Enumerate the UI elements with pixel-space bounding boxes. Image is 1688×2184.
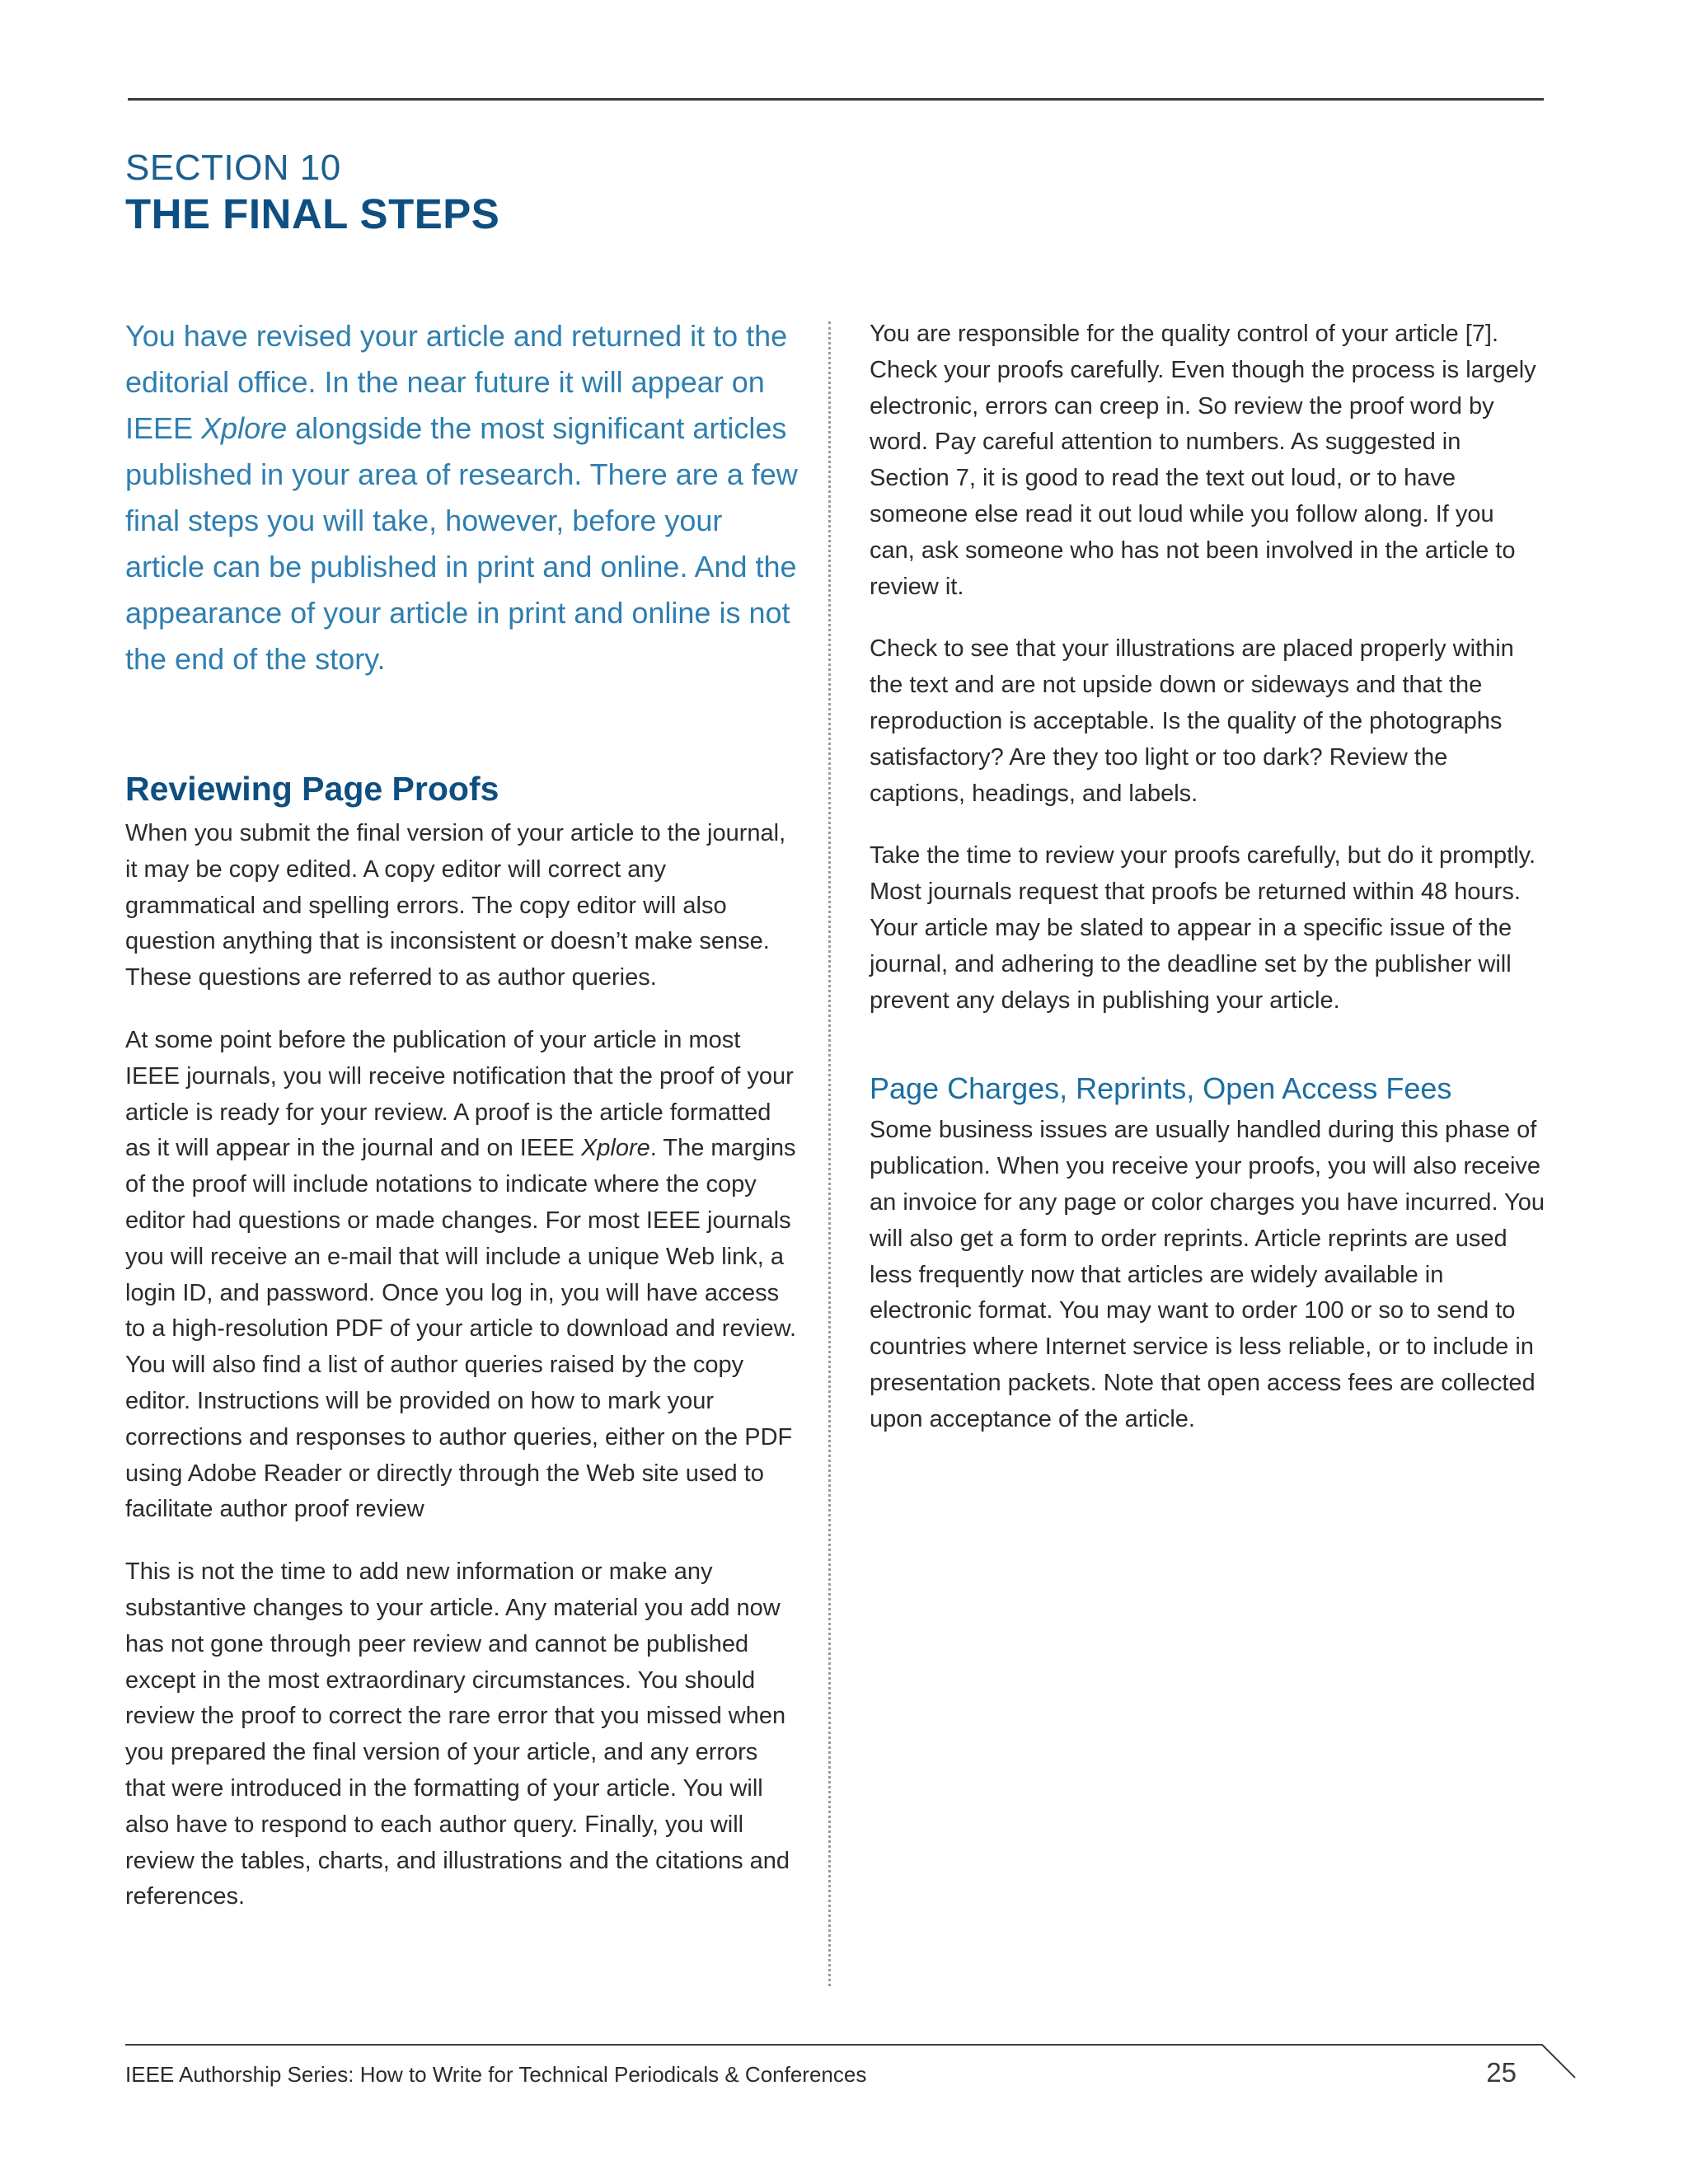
reviewing-p2-xplore: Xplore — [580, 1135, 650, 1162]
top-rule — [128, 98, 1544, 101]
reviewing-p2-text-1: At some point before the publication of your article in most IEEE journals, you will receive notification that the proof of your article is ready for your review. A proof is the article formatted as it will appear in the journal and on IEEE — [125, 1026, 794, 1162]
intro-xplore: Xplore — [201, 411, 288, 445]
section-header — [125, 147, 950, 239]
right-column — [870, 316, 1545, 1438]
section-title: THE FINAL STEPS — [125, 190, 500, 237]
right-paragraph-2: Check to see that your illustrations are placed properly within the text and are not upside down or sideways and that the reproduction is acceptable. Is the quality of the photographs satisfactory? Are they too light or too dark? Review the captions, headings, and labels. — [870, 635, 1514, 807]
left-column — [125, 313, 801, 1915]
section-label: SECTION 10 — [125, 148, 341, 188]
footer-series-title: IEEE Authorship Series: How to Write for Technical Periodicals & Conferences — [125, 2062, 867, 2087]
reviewing-paragraph-1: When you submit the final version of your article to the journal, it may be copy edited. A copy editor will correct any grammatical and spelling errors. The copy editor will also question anything that is inconsistent or doesn’t make sense. These questions are referred to as author queries. — [125, 820, 786, 991]
right-paragraph-1: You are responsible for the quality control of your article [7]. Check your proofs carefully. Even though the process is largely electronic, errors can creep in. So review the proof word by word. Pay careful attention to numbers. As suggested in Section 7, it is good to read the text out loud, or to have someone else read it out loud while you follow along. If you can, ask someone who has not been involved in the article to review it. — [870, 321, 1536, 600]
page-number: 25 — [1486, 2057, 1517, 2088]
intro-paragraph — [125, 313, 801, 682]
right-paragraph-3: Take the time to review your proofs carefully, but do it promptly. Most journals request that proofs be returned within 48 hours. Your article may be slated to appear in a specific issue of the journal, and adhering to the deadline set by the publisher will prevent any delays in publishing your article. — [870, 842, 1536, 1014]
intro-text-2: alongside the most significant articles published in your area of research. There are a few final steps you will take, however, before your article can be published in print and online. And the appearance of your article in print and online is not the end of the story. — [125, 411, 798, 676]
charges-heading: Page Charges, Reprints, Open Access Fees — [870, 1071, 1452, 1106]
column-divider — [828, 321, 831, 1986]
reviewing-heading: Reviewing Page Proofs — [125, 770, 499, 808]
intro-text-1: You have revised your article and returned it to the editorial office. In the near future it will appear on IEEE — [125, 319, 788, 445]
reviewing-paragraph-2 — [125, 1023, 801, 1528]
charges-paragraph: Some business issues are usually handled during this phase of publication. When you receive your proofs, you will also receive an invoice for any page or color charges you have incurred. You will also get a form to order reprints. Article reprints are used less frequently now that articles are widely available in electronic format. You may want to order 100 or so to send to countries where Internet service is less reliable, or to include in presentation packets. Note that open access fees are collected upon acceptance of the article. — [870, 1117, 1545, 1432]
footer-rule — [125, 2044, 1535, 2046]
reviewing-paragraph-3: This is not the time to add new information or make any substantive changes to your article. Any material you add now has not gone through peer review and cannot be published except in the most extraordinary circumstances. You should review the proof to correct the rare error that you missed when you prepared the final version of your article, and any errors that were introduced in the formatting of your article. You will also have to respond to each author query. Finally, you will review the tables, charts, and illustrations and the citations and references. — [125, 1558, 790, 1910]
reviewing-p2-text-2: . The margins of the proof will include notations to indicate where the copy editor had questions or made changes. For most IEEE journals you will receive an e-mail that will include a unique Web link, a login ID, and password. Once you log in, you will have access to a high-resolution PDF of your article to download and review. You will also find a list of author queries raised by the copy editor. Instructions will be provided on how to mark your corrections and responses to author queries, either on the PDF using Adobe Reader or directly through the Web site used to facilitate author proof review — [125, 1135, 797, 1523]
footer-corner-mark — [1529, 2043, 1578, 2081]
